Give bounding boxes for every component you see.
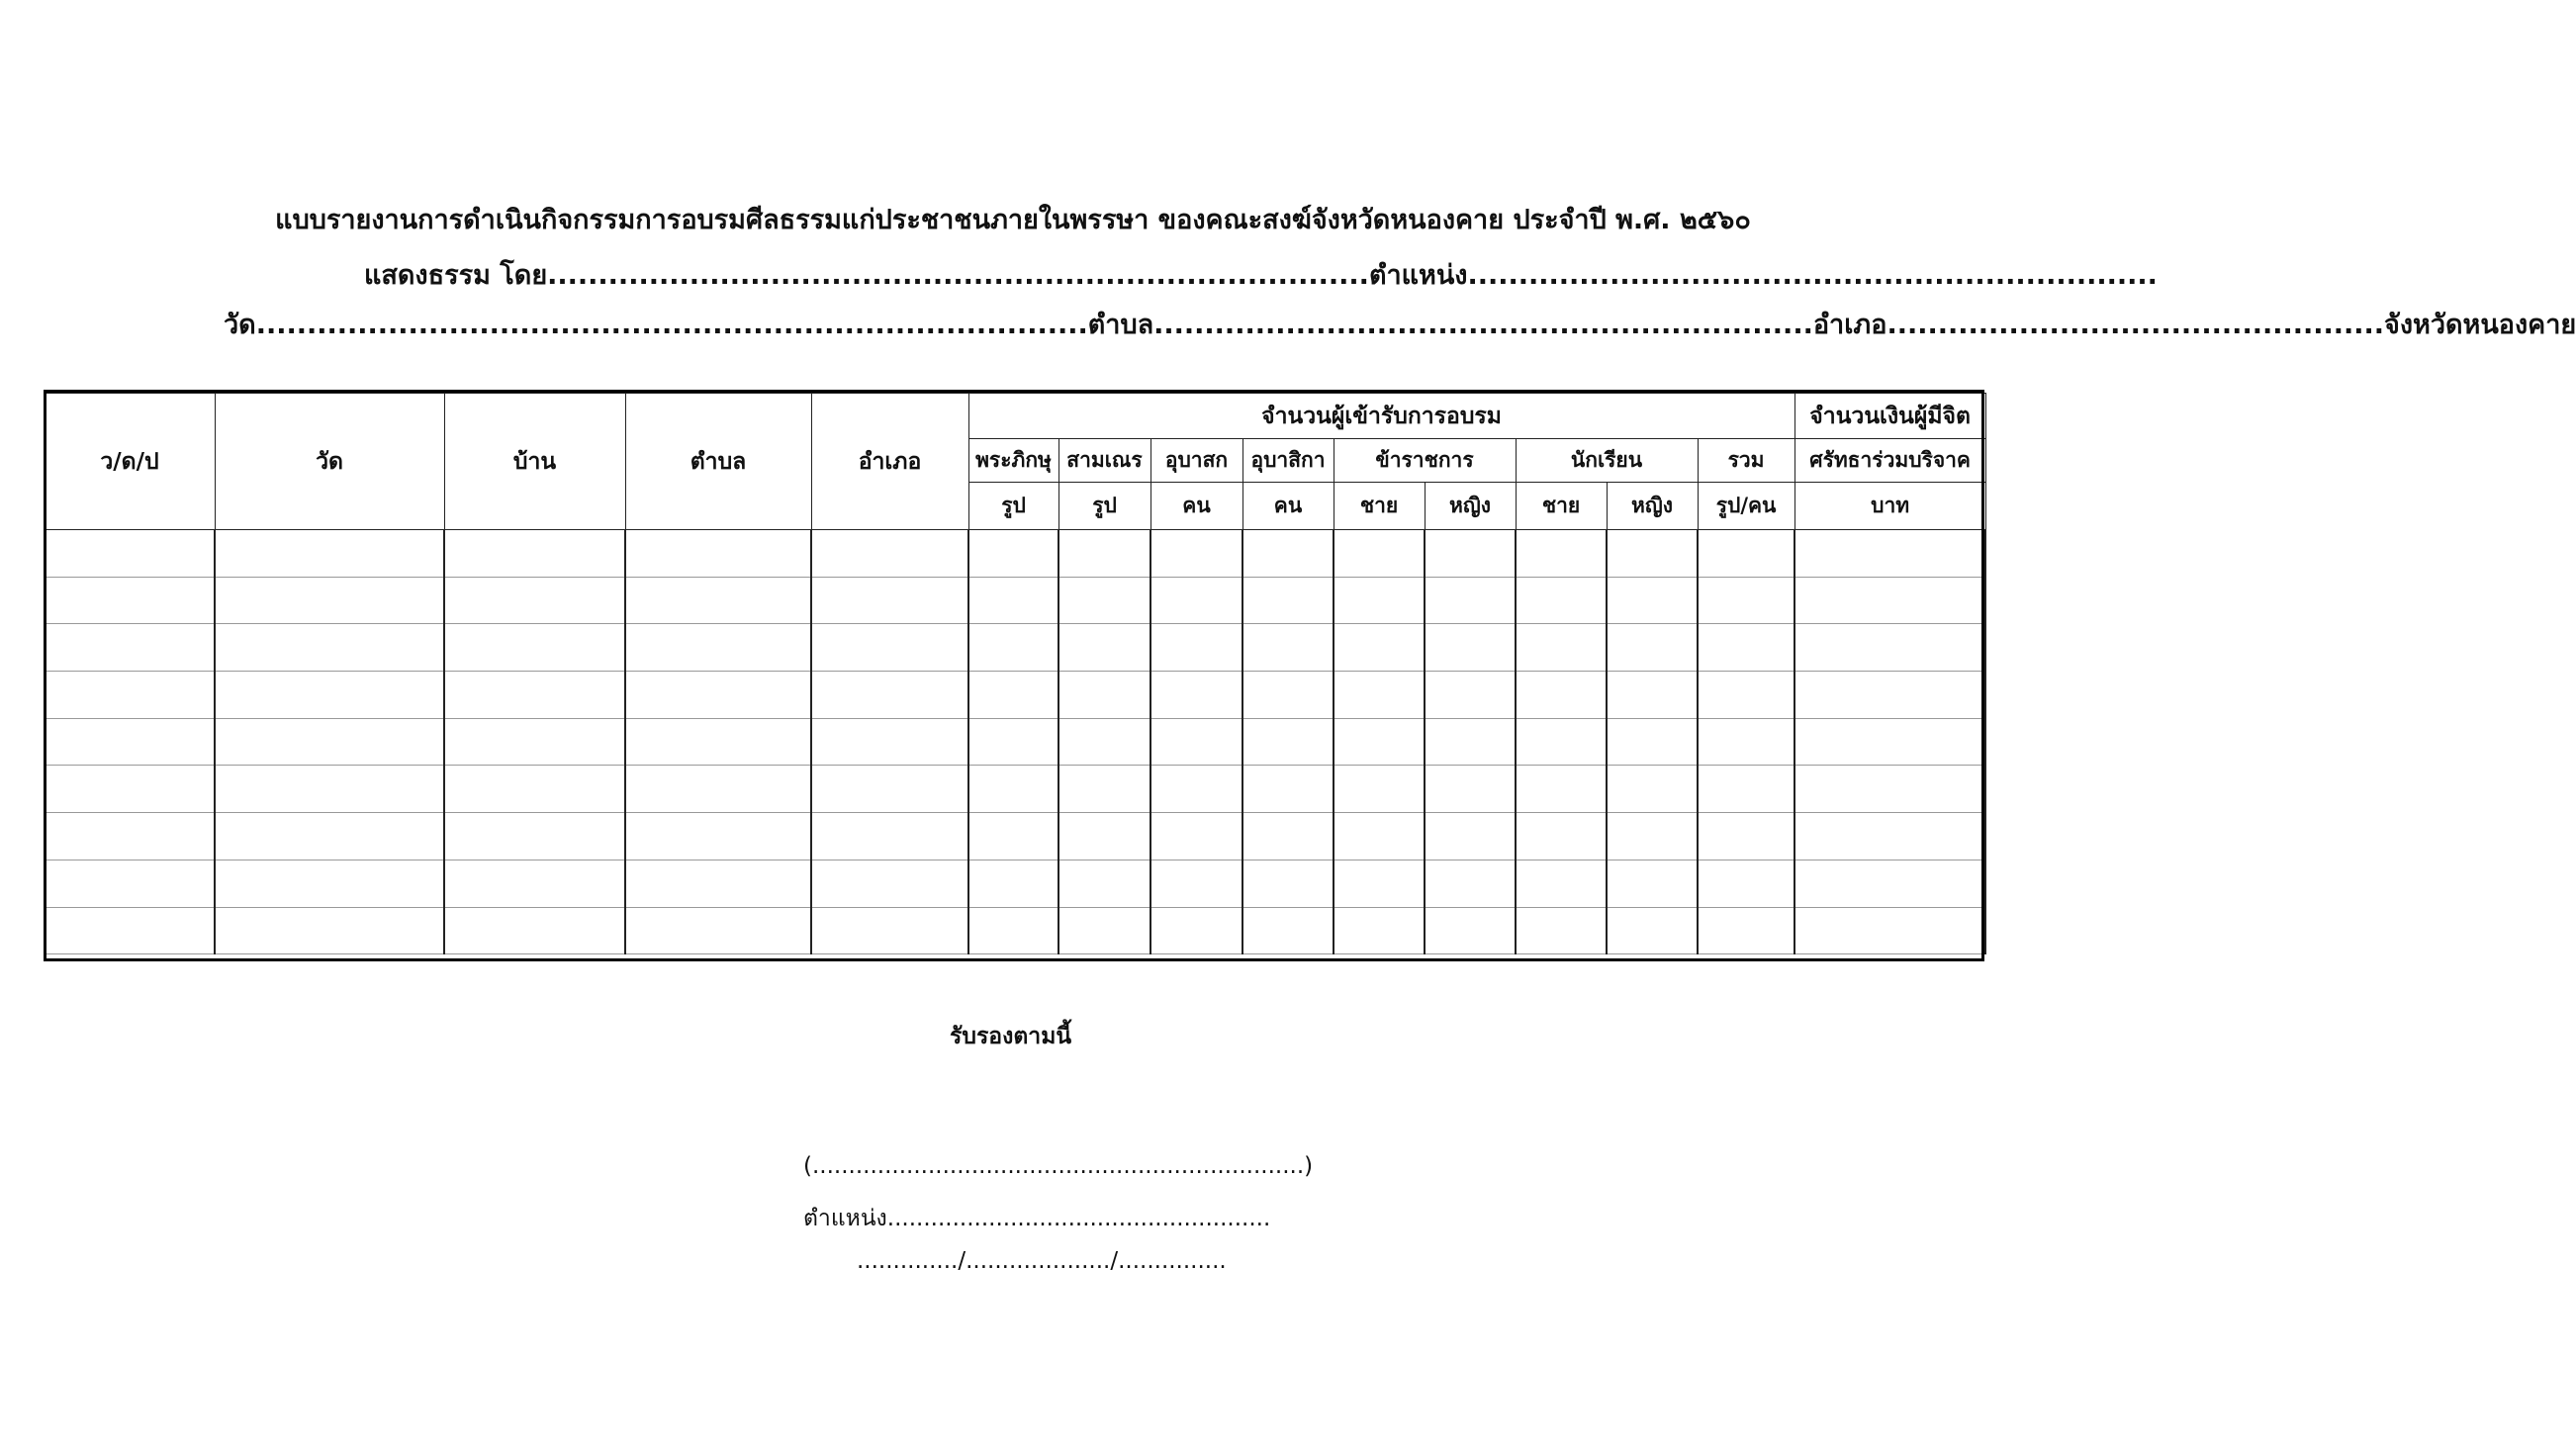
signature-name-line: (....................................................................): [803, 1153, 1314, 1179]
header-upasika: อุบาสิกา: [1242, 439, 1334, 483]
form-title: แบบรายงานการดำเนินกิจกรรมการอบรมศีลธรรมแก่ประชาชนภายในพรรษา ของคณะสงฆ์จังหวัดหนองคาย ประจำปี พ.ศ. ๒๕๖๐: [275, 205, 1751, 235]
unit-upasaka: คน: [1150, 483, 1242, 530]
signature-date-line: ............../..................../...............: [857, 1248, 1227, 1274]
unit-total: รูป/คน: [1698, 483, 1794, 530]
signature-position-line: ตำแหน่ง.....................................................: [803, 1206, 1271, 1231]
header-novices: สามเณร: [1058, 439, 1150, 483]
header-upasaka: อุบาสก: [1150, 439, 1242, 483]
table-outer-border: [44, 390, 1984, 961]
header-total: รวม: [1698, 439, 1794, 483]
certify-text: รับรองตามนี้: [950, 1024, 1072, 1049]
unit-novices: รูป: [1058, 483, 1150, 530]
preacher-line: แสดงธรรม โดย.................................................................................ตำแหน่ง....................................................................: [364, 260, 2158, 291]
header-wat: วัด: [215, 394, 444, 530]
students-female: หญิง: [1607, 483, 1698, 530]
header-village: บ้าน: [444, 394, 625, 530]
header-date: ว/ด/ป: [45, 394, 215, 530]
students-male: ชาย: [1516, 483, 1607, 530]
unit-monks: รูป: [968, 483, 1058, 530]
unit-baht: บาท: [1794, 483, 1985, 530]
header-donation-line1: จำนวนเงินผู้มีจิต: [1794, 394, 1985, 439]
header-officials: ข้าราชการ: [1334, 439, 1516, 483]
header-monks: พระภิกษุ: [968, 439, 1058, 483]
header-students: นักเรียน: [1516, 439, 1698, 483]
location-line: วัด..................................................................................ตำบล.................................................................อำเภอ.................................................จังหวัดหนองคาย: [224, 310, 2576, 340]
header-subdistrict: ตำบล: [625, 394, 811, 530]
header-district: อำเภอ: [811, 394, 968, 530]
officials-male: ชาย: [1334, 483, 1425, 530]
unit-upasika: คน: [1242, 483, 1334, 530]
header-participants-group: จำนวนผู้เข้ารับการอบรม: [968, 394, 1794, 439]
header-donation-line2: ศรัทธาร่วมบริจาค: [1794, 439, 1985, 483]
officials-female: หญิง: [1425, 483, 1516, 530]
